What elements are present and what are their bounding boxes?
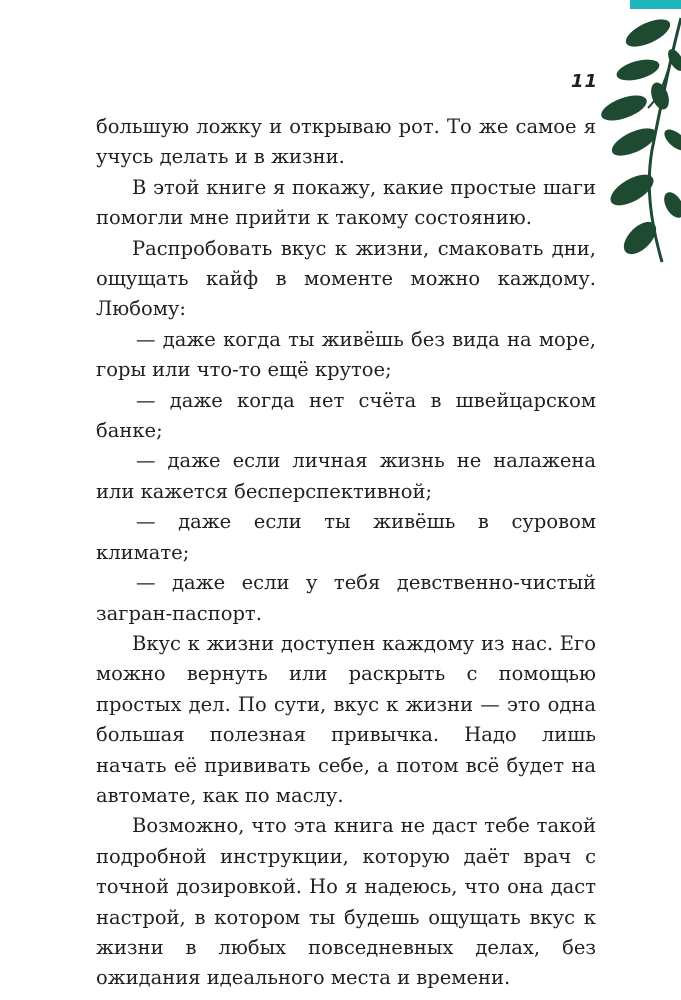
list-item: — даже если личная жизнь не налажена или кажется бесперспективной; (96, 449, 596, 503)
list-item: — даже если ты живёшь в суровом климате; (96, 510, 596, 564)
body-text (96, 112, 596, 994)
paragraph: большую ложку и открываю рот. То же самое я учусь делать и в жизни. (96, 115, 596, 169)
list-item: — даже если у тебя девственно-чистый загран-паспорт. (96, 571, 596, 625)
paragraph: Возможно, что эта книга не даст тебе такой подробной инструкции, которую даёт врач с точной дозировкой. Но я надеюсь, что она даст настрой, в котором ты будешь ощущать вкус к жизни в любых повседневных делах, без ожидания идеального места и времени. (96, 814, 596, 990)
page-number: 11 (570, 71, 598, 92)
paragraph: В этой книге я покажу, какие простые шаги помогли мне прийти к такому состоянию. (96, 175, 596, 230)
leaf-branch-icon (590, 0, 681, 270)
list-item: — даже когда ты живёшь без вида на море, горы или что-то ещё крутое; (96, 327, 596, 382)
paragraph: Вкус к жизни доступен каждому из нас. Его можно вернуть или раскрыть с помощью простых дел. По сути, вкус к жизни — это одна большая полезная привычка. Надо лишь начать её прививать себе, а потом всё будет на автомате, как по маслу. (96, 631, 596, 807)
paragraph: Распробовать вкус к жизни, смаковать дни, ощущать кайф в моменте можно каждому. Любому: (96, 236, 596, 321)
list-item: — даже когда нет счёта в швейцарском банке; (96, 388, 596, 443)
